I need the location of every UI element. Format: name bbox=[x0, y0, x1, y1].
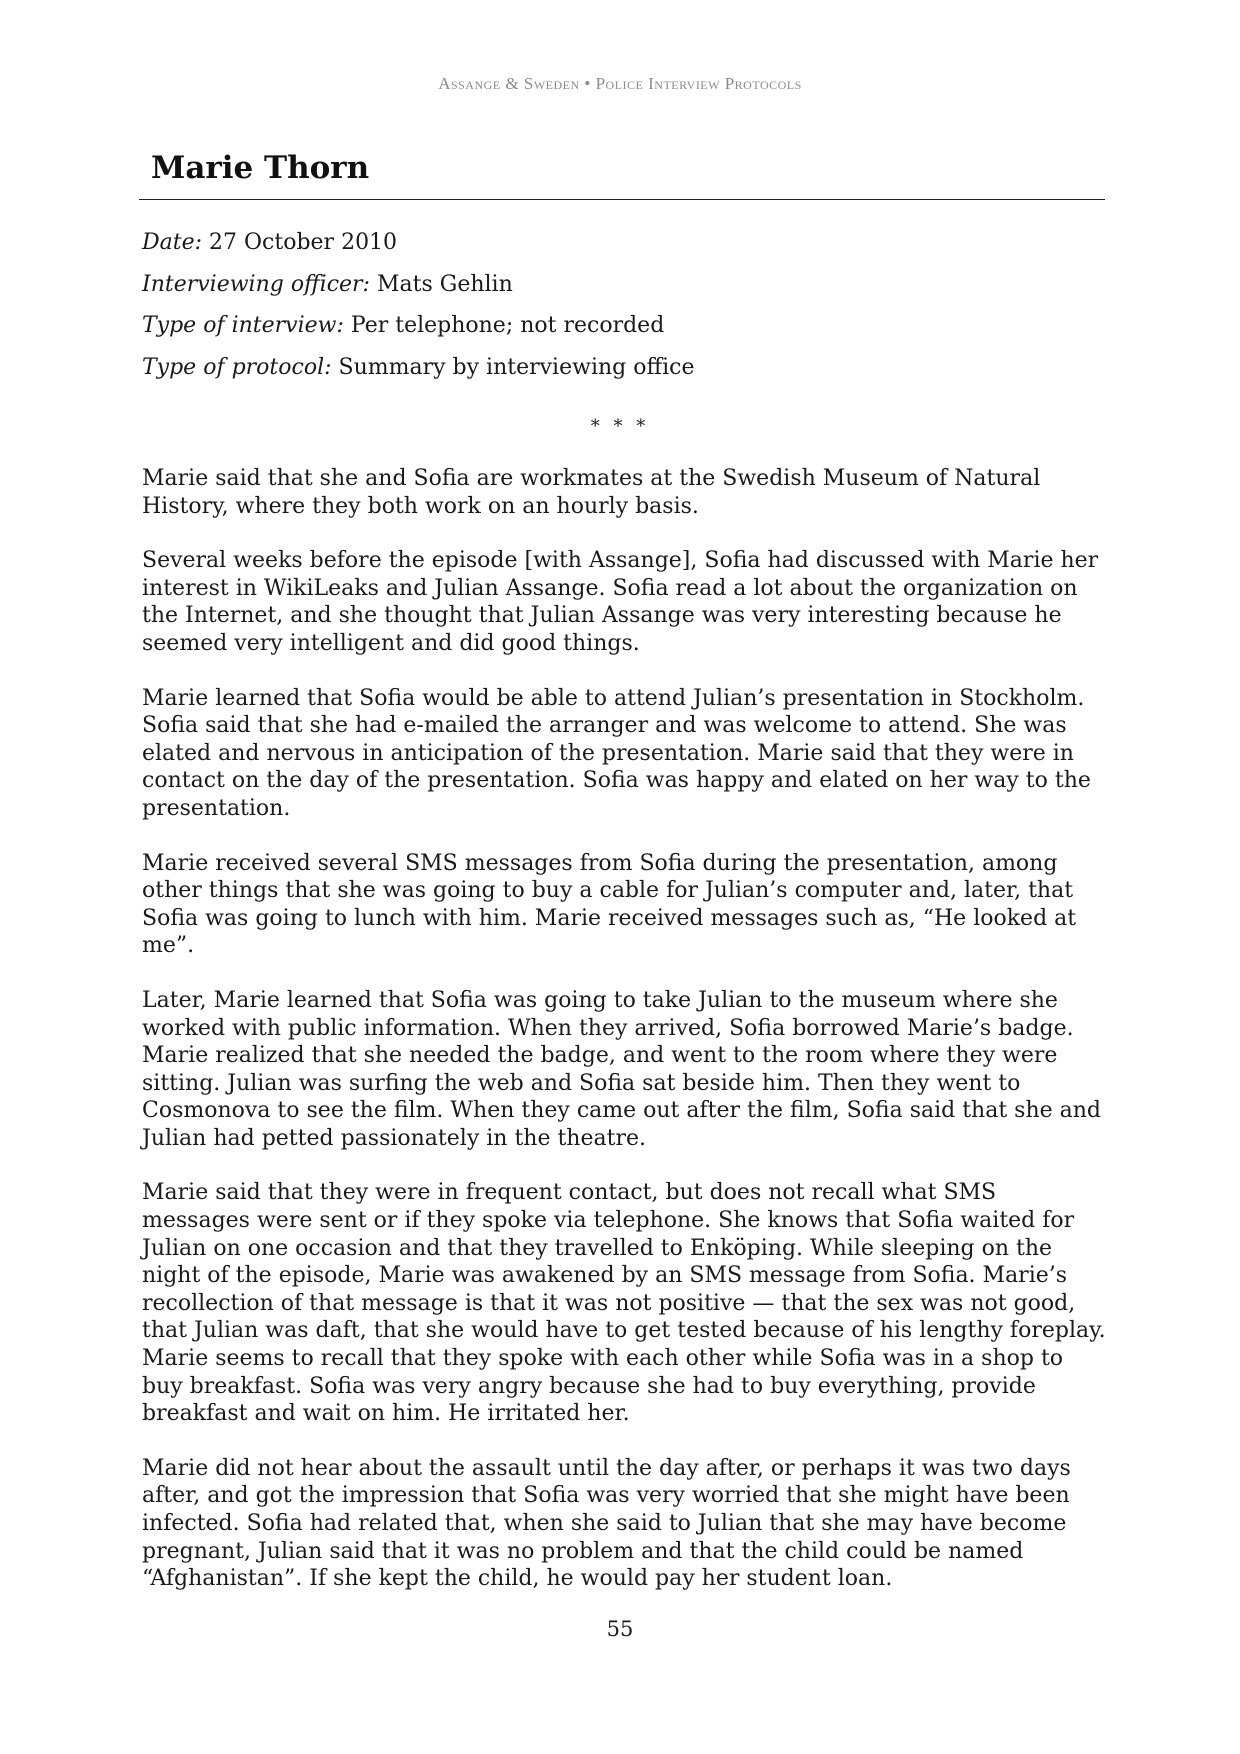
paragraph: Later, Marie learned that Sofia was going to take Julian to the museum where she worked with public information. When they arrived, Sofia borrowed Marie’s badge. Marie realized that she needed the badge, and went to the room where they were sitting. Julian was surfing the web and Sofia sat beside him. Then they went to Cosmonova to see the film. When they came out after the film, Sofia said that she and Julian had petted passionately in the theatre. bbox=[142, 987, 1102, 1151]
paragraph: Marie said that she and Sofia are workmates at the Swedish Museum of Natural History, where they both work on an hourly basis. bbox=[142, 466, 1041, 519]
meta-interviewing-officer bbox=[142, 264, 1102, 306]
paragraph: Marie received several SMS messages from Sofia during the presentation, among other things that she was going to buy a cable for Julian’s computer and, later, that Sofia was going to lunch with him. Marie received messages such as, “He looked at me”. bbox=[142, 850, 1077, 959]
paragraph: Marie did not hear about the assault until the day after, or perhaps it was two days after, and got the impression that Sofia was very worried that she might have been infected. Sofia had related that, when she said to Julian that she may have become pregnant, Julian said that it was no problem and that the child could be named “Afghanistan”. If she kept the child, he would pay her student loan. bbox=[142, 1455, 1071, 1592]
body-text bbox=[142, 465, 1110, 1620]
meta-type-of-protocol bbox=[142, 347, 1102, 389]
meta-type-of-interview bbox=[142, 305, 1102, 347]
meta-value: 27 October 2010 bbox=[202, 230, 398, 255]
meta-value: Per telephone; not recorded bbox=[343, 313, 665, 338]
meta-date bbox=[142, 222, 1102, 264]
running-header: Assange & Sweden • Police Interview Protocols bbox=[438, 74, 802, 93]
paragraph: Several weeks before the episode [with Assange], Sofia had discussed with Marie her interest in WikiLeaks and Julian Assange. Sofia read a lot about the organization on the Internet, and she thought that Julian Assange was very interesting because he seemed very intelligent and did good things. bbox=[142, 548, 1099, 656]
meta-label: Type of protocol: bbox=[142, 354, 332, 380]
paragraph: Marie said that they were in frequent contact, but does not recall what SMS messages were sent or if they spoke via telephone. She knows that Sofia waited for Julian on one occasion and that they travelled to Enköping. While sleeping on the night of the episode, Marie was awakened by an SMS message from Sofia. Marie’s recollection of that message is that it was not positive — that the sex was not good, that Julian was daft, that she would have to get tested because of his lengthy foreplay. Marie seems to recall that they spoke with each other while Sofia was in a shop to buy breakfast. Sofia was very angry because she had to buy everything, provide breakfast and wait on him. He irritated her. bbox=[142, 1180, 1106, 1427]
meta-label: Type of interview: bbox=[142, 313, 344, 338]
paragraph: Marie learned that Sofia would be able to attend Julian’s presentation in Stockholm. Sofia said that she had e-mailed the arranger and was welcome to attend. She was elated and nervous in anticipation of the presentation. Marie said that they were in contact on the day of the presentation. Sofia was happy and elated on her way to the presentation. bbox=[142, 685, 1091, 821]
interview-metadata bbox=[142, 222, 1102, 388]
meta-label: Interviewing officer: bbox=[142, 271, 370, 297]
section-separator: * * * bbox=[590, 416, 650, 437]
meta-label: Date: bbox=[142, 230, 203, 255]
title-divider bbox=[139, 199, 1105, 200]
meta-value: Mats Gehlin bbox=[369, 271, 513, 297]
page-number: 55 bbox=[606, 1617, 634, 1641]
meta-value: Summary by interviewing office bbox=[331, 354, 695, 380]
page-title: Marie Thorn bbox=[151, 150, 370, 186]
